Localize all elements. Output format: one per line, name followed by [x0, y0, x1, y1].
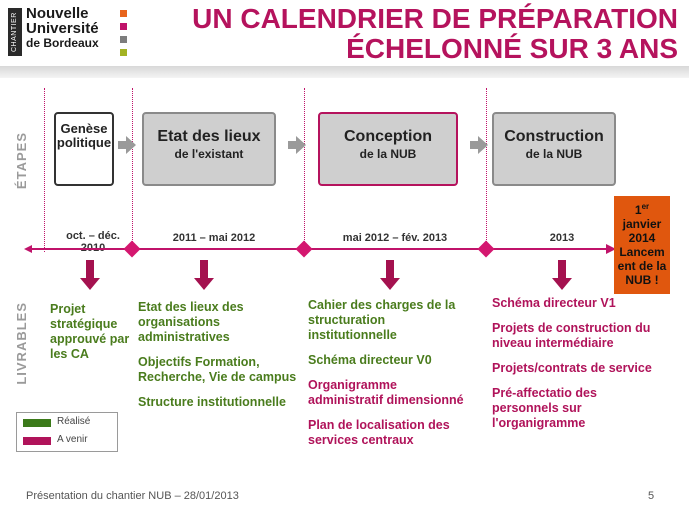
logo-text	[26, 6, 118, 51]
launch-line: Lancem	[619, 245, 665, 259]
period-label: mai 2012 – fév. 2013	[342, 232, 448, 244]
legend-label-todo: A venir	[57, 434, 88, 445]
stages-label: ÉTAPES	[14, 132, 29, 190]
down-arrow-icon	[198, 260, 210, 290]
launch-line: ent de la	[617, 259, 667, 273]
header-divider	[0, 66, 689, 78]
page-title	[178, 4, 678, 64]
stage-subtitle: de l'existant	[174, 147, 244, 161]
stage-title: Genèse politique	[56, 121, 112, 150]
legend-label-done: Réalisé	[57, 416, 91, 427]
deliverables-col-3	[308, 298, 474, 458]
logo-square-grey	[120, 36, 127, 43]
stage-title: Etat des lieux	[157, 128, 261, 145]
logo-line-2: Université	[26, 20, 99, 37]
dotted-separator	[44, 88, 45, 252]
period-label: oct. – déc.	[66, 230, 120, 242]
stage-etat-des-lieux	[142, 112, 276, 186]
period-label: 2011 – mai 2012	[172, 232, 256, 244]
dotted-separator	[304, 88, 305, 248]
launch-box	[614, 196, 670, 294]
stage-genese	[54, 112, 114, 186]
arrow-right-icon	[296, 136, 306, 154]
deliverables-label: LIVRABLES	[14, 302, 29, 385]
title-line-1: UN CALENDRIER DE PRÉPARATION	[192, 3, 678, 34]
logo-vertical-label: CHANTIER	[8, 8, 22, 56]
logo	[4, 4, 116, 60]
stage-conception	[318, 112, 458, 186]
deliverable-item: Schéma directeur V1	[492, 296, 616, 310]
dotted-separator	[132, 88, 133, 248]
deliverable-item: Structure institutionnelle	[138, 395, 286, 409]
footer-text: Présentation du chantier NUB – 28/01/2013	[26, 490, 239, 502]
deliverable-item: Projet stratégique approuvé par les CA	[50, 302, 130, 361]
down-arrow-icon	[384, 260, 396, 290]
deliverable-item: Objectifs Formation, Recherche, Vie de campus	[138, 355, 297, 384]
stage-title: Construction	[504, 128, 604, 145]
launch-line: 2014	[628, 231, 656, 245]
timeline-start-arrow-icon	[24, 245, 32, 253]
logo-line-3: de Bordeaux	[26, 36, 99, 50]
logo-square-magenta	[120, 23, 127, 30]
deliverable-item: Schéma directeur V0	[308, 353, 432, 367]
down-arrow-icon	[556, 260, 568, 290]
stage-title: Conception	[344, 128, 432, 145]
stage-construction	[492, 112, 616, 186]
title-line-2: ÉCHELONNÉ SUR 3 ANS	[346, 33, 678, 64]
launch-line: janvier	[622, 217, 662, 231]
stage-subtitle: de la NUB	[359, 147, 417, 161]
legend-swatch-todo	[23, 437, 51, 445]
arrow-right-icon	[478, 136, 488, 154]
deliverable-item: Pré-affectatio des personnels sur l'organigramme	[492, 386, 597, 430]
down-arrow-icon	[84, 260, 96, 290]
logo-square-green	[120, 49, 127, 56]
deliverables-col-4	[492, 296, 662, 441]
deliverable-item: Projets de construction du niveau intermédiaire	[492, 321, 651, 350]
deliverable-item: Etat des lieux des organisations administratives	[138, 300, 244, 344]
period-label: 2013	[549, 232, 575, 244]
stage-subtitle: de la NUB	[525, 147, 583, 161]
legend-swatch-done	[23, 419, 51, 427]
legend	[16, 412, 118, 452]
deliverable-item: Plan de localisation des services centraux	[308, 418, 450, 447]
timeline-line	[28, 248, 610, 250]
deliverable-item: Organigramme administratif dimensionné	[308, 378, 464, 407]
deliverables-col-1	[50, 302, 130, 372]
launch-line: NUB !	[625, 273, 659, 287]
page-number: 5	[648, 490, 655, 502]
logo-line-1: Nouvelle	[26, 5, 89, 22]
deliverable-item: Cahier des charges de la structuration institutionnelle	[308, 298, 456, 342]
dotted-separator	[486, 88, 487, 248]
arrow-right-icon	[126, 136, 136, 154]
deliverable-item: Projets/contrats de service	[492, 361, 652, 375]
logo-square-orange	[120, 10, 127, 17]
deliverables-col-2	[138, 300, 298, 420]
launch-date-day: 1er	[634, 202, 650, 217]
